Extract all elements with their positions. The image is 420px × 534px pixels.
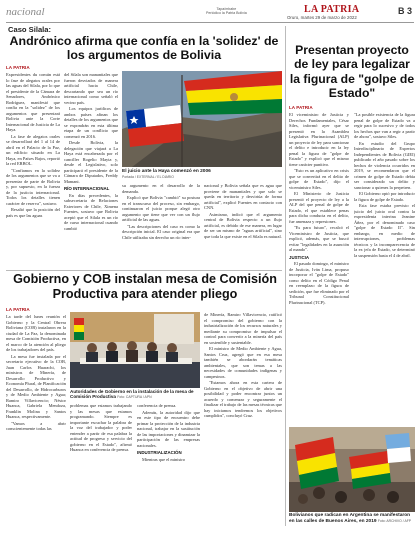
page-header xyxy=(0,0,420,24)
paragraph: El pasado domingo, el ministro de Justicia, Iván Lima, propuso incorporar el "golpe de Estado" como delito en el Código Penal en reemplazo de la figura de sedición, que fue eliminado por el Tribunal Constitucional Plurinacional (TCP). xyxy=(289,261,349,305)
story-silala xyxy=(6,25,282,270)
section-name: nacional xyxy=(6,6,45,18)
paragraph: En estudio del Grupo Interdisciplinario de Expertos Independientes de Bolivia (GIEI) publicado el año pasado sobre los hechos de violencia ocurridos en 2019, se recomendaron que el crimen de golpe de Estado debía ser considerado un delito y sancionar a quienes la perpetren. xyxy=(354,140,415,190)
paragraph: La fase de alegatos orales se desarrollará del 1 al 14 de abril en el Palacio de la Paz, un edificio situado en La Haya, en Países Bajos, reportó la red ERBOL. xyxy=(6,133,60,166)
story-byline: LA PATRIA xyxy=(6,65,30,70)
photo-flags xyxy=(122,71,282,167)
protest-illustration xyxy=(289,427,415,512)
meeting-illustration xyxy=(70,312,200,388)
source-line: Tapa/mbabe Periódico la Patria Bolivia xyxy=(206,7,247,16)
paragraph: El ministro de Medio Ambiente y Agua, Santos Cruz, agregó que en esa mesa también se abordarán temáticas ambientales, que son temas a las necesidades de comunidades indígenas y campesinos. xyxy=(204,346,282,379)
subhead: INDUSTRIALIZACIÓN xyxy=(137,450,182,455)
story-byline: LA PATRIA xyxy=(289,105,313,110)
paragraph: "Confiamos en la solidez de los argumentos que se va a presentar de parte de Bolivia y, por supuesto, en la fuerza de la justicia internacional. Todos los detalles tienen carácter de reserva", sostuvo. xyxy=(6,167,60,206)
paragraph: La mesa fue instalada por el secretario ejecutivo de la COB, Juan Carlos Huarachi, los ministros de Minería, de Desarrollo Productivo y Economía Plural, de Planificación del Desarrollo, de Hidrocarburos y de Medio Ambiente y Agua; Ramiro Villavicencio; Néstor Huanca, Gabriela Mendoza, Franklin Molina y Santos Huanca, respectivamente. xyxy=(6,353,66,419)
paragraph: En días precedentes, la subsecretaria de Relaciones Exteriores de Chile, Ximena Fuentes, sostuvo que Bolivia aceptó que el Silala es un río de curso internacional cuando cambió xyxy=(64,192,118,231)
paragraph: El viceministro de Justicia y Derechos Fundamentales, César Siles, informó ayer que se presentó en la Asamblea Legislativa Plurinacional (ALP) un proyecto de ley para sancionar el delito e introducir en la ley penal la figura de "golpe de Estado" y explicó que el mismo tiene carácter punitivo. xyxy=(289,112,349,167)
paragraph: "La posible existencia de la figura penal de golpe de Estado va a regir para lo sucesivo y de todos los hechos que van a regir a partir de ahora", sostuvo Siles. xyxy=(354,112,415,139)
story-headline: Andrónico afirma que confía en la 'solidez' de los argumentos de Bolivia xyxy=(9,34,279,62)
photo-caption xyxy=(70,389,200,401)
paragraph: Esta fase estaba previsto el juicio del juicio oral contra la expresidenta interina Jeanine Áñez, por el denominado caso "golpe de Estado II". Sin embargo, en medio de interrupciones, problemas técnicos y la incomparecencia de la ex jefa de Estado, se determinó la suspensión hasta el 4 de abril. xyxy=(354,203,415,258)
caption-text: Bolivianos que radican en Argentina se manifestaron en las calles de Buenos Aires, en 2019 xyxy=(289,513,411,524)
flags-illustration xyxy=(122,71,282,167)
story-golpe xyxy=(289,25,415,530)
paragraph: problemas que estamos trabajando y las mesas que estamos programando. Siempre es importante escuchar la palabra de la voz del trabajador y poder entender a partir de esa palabra la actitud de progreso y servicio del gobierno en el Estado", afirmó Huanca en conferencia de prensa. xyxy=(70,403,132,452)
story-column-1 xyxy=(6,72,60,268)
photo-caption xyxy=(122,169,282,180)
paragraph: su argumento en el desarrollo de la demanda. xyxy=(122,183,200,194)
photo-credit: Foto: CAPTURA / APN xyxy=(117,395,152,400)
caption-text: Autoridades de Gobierno en la instalación de la mesa de Comisión Productiva xyxy=(70,389,194,400)
paragraph: "Vamos a abrir conscientemente todas las xyxy=(6,420,66,431)
story-column-2 xyxy=(64,72,118,268)
paper-name: LA PATRIA xyxy=(304,4,360,15)
story-headline: Presentan proyecto de ley para legalizar la figura de "golpe de Estado" xyxy=(289,43,415,101)
page-number: B 3 xyxy=(398,6,413,16)
story-kicker: Caso Silala: xyxy=(8,25,52,34)
photo-credit: Foto: ARCHIVO / AFP xyxy=(377,518,412,523)
paragraph: "Es para futuro", recalcó el Viceministro de Justicia, que explicó, además, que se buscó evitar "legalidades en la asunción al mando". xyxy=(289,225,349,252)
photo-meeting xyxy=(70,312,200,388)
subhead: JUSTICIA xyxy=(289,254,310,260)
photo-protest xyxy=(289,427,415,512)
paragraph: Expresidentes du común está lo fase de alegatos orales por las aguas del Silala, por lo que el presidente de la Cámara de Senadores, Andrónico Rodríguez, manifestó que confía en la "solidez" de los argumentos que presentará Bolivia ante la Corte Internacional de Justicia de La Haya. xyxy=(6,72,60,132)
story-column-4 xyxy=(204,183,282,269)
paragraph: El Ministerio de Justicia presentó el proyecto de ley a la ALP del que penal de golpe de Estado, el que establece penas para dicha conducta en el delito, fue amenaza y represiones. xyxy=(289,191,349,224)
story-column-2 xyxy=(354,112,415,425)
paragraph: Resaltó que la posición del país es que las aguas xyxy=(6,207,60,218)
story-divider xyxy=(6,270,282,271)
story-column-1 xyxy=(289,112,349,425)
paragraph: nacional y Bolivia señala que es agua que proviene de manantiales y que solo se queda en territorio y desvirtúa de forma artificial", explicó Fuentes en contacto con CNN. xyxy=(204,183,282,210)
paragraph: Mientras que el ministro xyxy=(142,456,186,462)
story-column-2 xyxy=(70,403,132,528)
column-divider xyxy=(285,26,286,526)
story-byline: LA PATRIA xyxy=(6,307,30,312)
header-rule xyxy=(6,22,414,23)
date-line: Oruro, martes 29 de marzo de 2022 xyxy=(287,15,357,20)
paragraph: Desde Bolivia, la delegación que viajará a La Haya está encabezada por el canciller Rogelio Mayta y, desde el Legislativo, solo participará el presidente de la Cámara de Diputados, Freddy Mamani. xyxy=(64,140,118,184)
story-column-4 xyxy=(204,312,282,528)
subhead: RÍO INTERNACIONAL xyxy=(64,186,110,191)
paragraph: "Esto es un aplicativo en crisis que se convertirá en el delito de golpe de Estado", dijo el viceministro Siles. xyxy=(289,168,349,190)
caption-text: El juicio ante la Haya comenzó en 2006 xyxy=(122,169,211,174)
paragraph: El Gobierno optó por introducir la figura de golpe de Estado. xyxy=(354,191,415,202)
paragraph: Asimismo, indicó que el argumento central de Bolivia respecto a un flujo artificial, es debido de ese manera, en lugar de ser un mismo de "aguas artificial", sino que toda la que existe en el Silala es natural. xyxy=(204,211,282,239)
paragraph: del Silala son manantiales que fueron desviados de manera artificial hacia Chile, descartando que sea un río internacional como señaló el vecino país. xyxy=(64,72,118,105)
paragraph: conferencia de prensa. xyxy=(137,403,177,408)
paragraph: Los equipos jurídicos de ambos países afinan los detalles de los argumentos que se expondrán en esta última etapa de un conflicto que comenzó en 2016. xyxy=(64,106,118,139)
story-cob xyxy=(6,272,282,530)
photo-credit: Portada / EXTERNAL / EL DIARIO xyxy=(122,174,174,179)
paragraph: Explicó que Bolivia "cambió" su postura en el transcurso del proceso, sin embargo, continuaron el juicio porque alegó otro argumento que tiene que ver con un flujo artificial de las aguas. xyxy=(122,195,200,222)
paragraph: "Estamos ahora en esta cartera de Gobierno en el objetivo de abrir una posibilidad y poder encontrar juntos un acuerdo y comenzar y seguramente el finalizar el trabajo de las mesas técnicas que hay iniciamos tendremos los objetivos cumplidos", concluyó Cruz. xyxy=(204,380,282,418)
paragraph: de Minería, Ramiro Villavicencio, ratificó el compromiso del gobierno con la industrialización de los recursos naturales y mediante su compromiso de impulsar el control para convertir a la minería del país en sostenible y sustentable. xyxy=(204,312,282,345)
story-headline: Gobierno y COB instalan mesa de Comisión Productiva para atender pliego xyxy=(13,272,277,301)
paragraph: "Las descripciones del caso es como la descripción inicial. El caso original era que Chile utilizaba sin derecho un río inter- xyxy=(122,223,200,240)
story-column-3 xyxy=(122,183,200,269)
photo-caption xyxy=(289,513,415,524)
paragraph: La tarde del lunes reunión el Gobierno y la Central Obrera Boliviana (COB) instalaron en la ciudad de La Paz, la denominada mesa de Comisión Productiva, en el marco de la atención al pliego de los trabajadores del país. xyxy=(6,314,66,352)
story-column-3 xyxy=(137,403,200,528)
paragraph: Además, la autoridad dijo que en este tipo de encuentro debe primar la protección de la industria nacional, trabajar en la sustitución de las importaciones y dinamizar la participación de las empresas nacionales. xyxy=(137,409,200,448)
story-column-1 xyxy=(6,314,66,528)
